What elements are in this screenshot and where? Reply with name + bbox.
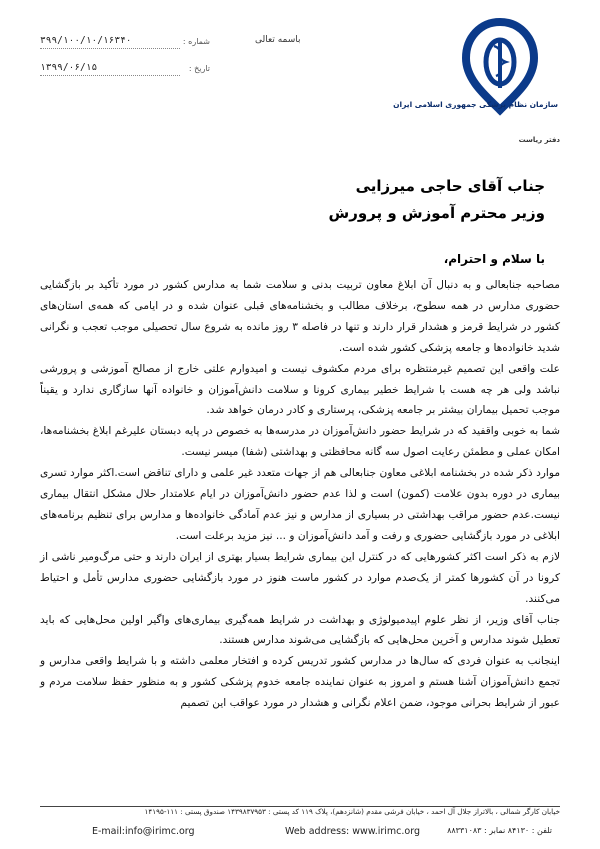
letter-number-row [40,37,210,51]
body-paragraph: اینجانب به عنوان فردی که سال‌ها در مدارس کشور تدریس کرده و افتخار معلمی داشته و با شرایط واقعی مدارس و تجمع دانش‌آموزان آشنا هستم و امروز به عنوان نماینده جامعه خدوم پزشکی کشور و به منظور حفظ سلامت مردم و عبور از شرایط بحرانی موجود، ضمن اعلام نگرانی و هشدار در مورد عواقب این تصمیم [40,655,560,710]
footer-divider [40,806,560,807]
letter-body [40,275,560,714]
letter-number-label: : شماره [182,37,210,46]
recipient-title: وزیر محترم آموزش و پرورش [328,204,545,222]
body-paragraph: موارد ذکر شده در بخشنامه ابلاغی معاون جنابعالی هم از جهات متعدد غیر علمی و دارای تناقض است.اکثر موارد تسری بیماری در دوره بدون علامت (کمون) است و لذا عدم حضور دانش‌آموزان در ایام علامتدار حلال مشکل انتقال بیماری نیست.عدم حضور مراقب بهداشتی در بسیاری از مدارس و نیز عدم آمادگی خانواده‌ها و مدارس برای تنظیم برنامه‌های ابلاغی در مورد بازگشایی حضوری و رفت و آمد دانش‌آموزان و ... نیز مزید برعلت است. [40,467,560,542]
body-paragraph: علت واقعی این تصمیم غیرمنتظره برای مردم مکشوف نیست و امیدوارم علتی خارج از مصالح آموزشی و پرورشی نباشد ولی هر چه هست با شرایط خطیر بیماری کرونا و سلامت دانش‌آموزان و خانواده آنها سازگاری ندارد و یقیناً موجب تحمیل بیماران بیشتر بر جامعه پزشکی، پرستاری و کادر درمان خواهد شد. [40,362,560,417]
footer-email: E-mail:info@irimc.org [92,826,195,837]
letter-date-underline [40,75,180,76]
letter-number-underline [40,48,180,49]
bismillah-heading: باسمه تعالی [255,35,301,45]
letter-date-label: : تاریخ [188,64,210,73]
footer-phone-fax: تلفن : ۸۴۱۳۰ نمابر : ۸۸۳۳۱۰۸۳ [447,826,552,835]
letter-date-row [40,64,210,78]
footer-address: خیابان کارگر شمالی ، بالاتراز جلال آل احمد ، خیابان فرشی مقدم (شانزدهم)، پلاک ۱۱۹ کد پستی : ۱۴۳۹۸۳۷۹۵۳ صندوق پستی : ۱۱۱-۱۴۱۹۵ [144,807,560,816]
body-paragraph: مصاحبه جنابعالی و به دنبال آن ابلاغ معاون تربیت بدنی و سلامت شما به مدارس کشور در مورد تأکید بر بازگشایی حضوری مدارس در همه سطوح، برخلاف مطالب و بخشنامه‌های قبلی عنوان شده و در ایامی که همه‌ی استان‌های کشور در شرایط قرمز و هشدار قرار دارند و تنها در فاصله ۳ روز مانده به شروع سال تحصیلی موجب تعجب و نگرانی شدید خانواده‌ها و جامعه پزشکی کشور شده است. [40,279,560,354]
greeting: با سلام و احترام، [443,252,545,266]
letter-number-value: ۳۹۹/۱۰۰/۱۰/۱۶۳۴۰ [40,35,132,46]
letter-date-value: ۱۳۹۹/۰۶/۱۵ [40,62,98,73]
body-paragraph: جناب آقای وزیر، از نظر علوم اپیدمیولوژی و بهداشت در شرایط همه‌گیری بیماری‌های واگیر اولین محل‌هایی که باید تعطیل شوند مدارس و آخرین محل‌هایی که بازگشایی می‌شوند مدارس هستند. [40,613,560,647]
footer-website: Web address: www.irimc.org [285,826,420,837]
footer-contact [40,818,560,844]
body-paragraph: لازم به ذکر است اکثر کشورهایی که در کنترل این بیماری شرایط بسیار بهتری از ایران دارند و حتی مرگ‌ومیر ناشی از کرونا در آن کشورها کمتر از یک‌صدم موارد در کشور ماست هنوز در مورد بازگشایی حضوری مدارس تأمل و احتیاط می‌کنند. [40,550,560,605]
office-name: دفتر ریاست [518,136,560,144]
body-paragraph: شما به خوبی واقفید که در شرایط حضور دانش‌آموزان در مدرسه‌ها به خصوص در پایه دبستان علیرغم ابلاغ بخشنامه‌ها، امکان عملی و مطمئن رعایت اصول سه گانه محافظتی و بهداشتی (شفا) میسر نیست. [40,425,560,459]
recipient-name: جناب آقای حاجی میرزایی [355,177,545,195]
organization-name: سازمان نظام پزشکی جمهوری اسلامی ایران [393,100,558,109]
